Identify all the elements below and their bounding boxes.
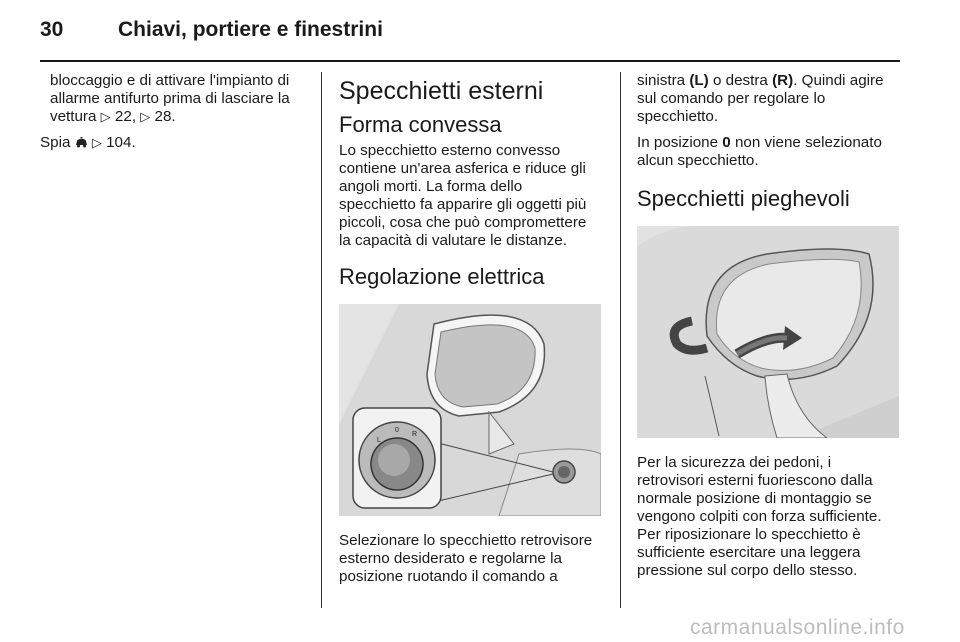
subsection-heading: Regolazione elettrica bbox=[339, 264, 545, 289]
column-3 bbox=[637, 72, 902, 588]
knob-label-right: R bbox=[412, 431, 418, 438]
mirror-adjustment-illustration bbox=[339, 304, 601, 516]
page-header bbox=[0, 0, 960, 62]
header-rule bbox=[40, 60, 900, 62]
reference-arrow-icon: ▷ bbox=[100, 109, 111, 124]
paragraph: Lo specchietto esterno convesso contiene un'area asferica e riduce gli angoli morti. La forma dello specchietto fa apparire gli oggetti più piccoli, cosa che può compromettere la capacità di valutare le distanze. bbox=[339, 142, 587, 249]
knob-label-left: L bbox=[377, 437, 381, 444]
paragraph: sinistra (L) o destra (R). Quindi agire sul comando per regolare lo specchietto. bbox=[637, 72, 884, 125]
knob-label-center: 0 bbox=[395, 427, 399, 434]
paragraph: Selezionare lo specchietto retrovisore esterno desiderato e regolarne la posizione ruotando il comando a bbox=[339, 532, 593, 585]
page-number: 30 bbox=[40, 18, 64, 41]
subsection-heading: Specchietti pieghevoli bbox=[637, 186, 850, 211]
watermark: carmanualsonline.info bbox=[690, 616, 905, 639]
section-heading: Specchietti esterni bbox=[339, 77, 544, 105]
reference-arrow-icon: ▷ bbox=[140, 109, 151, 124]
figure-mirror-adjustment bbox=[339, 304, 601, 516]
continuation-paragraph: bloccaggio e di attivare l'impianto di allarme antifurto prima di lasciare la vettura ▷ 22, ▷ 28. bbox=[50, 72, 290, 125]
column-1 bbox=[40, 72, 308, 160]
reference-arrow-icon: ▷ bbox=[91, 135, 102, 150]
warning-light-paragraph: Spia ▷ 104. bbox=[40, 134, 136, 151]
car-alarm-warning-icon bbox=[75, 137, 88, 148]
figure-folding-mirror bbox=[637, 226, 899, 438]
column-divider bbox=[620, 72, 621, 608]
subsection-heading: Forma convessa bbox=[339, 112, 502, 137]
running-title: Chiavi, portiere e finestrini bbox=[118, 18, 383, 41]
paragraph: Per la sicurezza dei pedoni, i retrovisori esterni fuoriescono dalla normale posizione di montaggio se vengono colpiti con forza sufficiente. Per riposizionare lo specchietto è sufficiente esercitare una leggera pressione sul corpo dello stesso. bbox=[637, 454, 882, 579]
column-2 bbox=[339, 72, 602, 594]
column-divider bbox=[321, 72, 322, 608]
folding-mirror-illustration bbox=[637, 226, 899, 438]
paragraph: In posizione 0 non viene selezionato alcun specchietto. bbox=[637, 134, 882, 169]
